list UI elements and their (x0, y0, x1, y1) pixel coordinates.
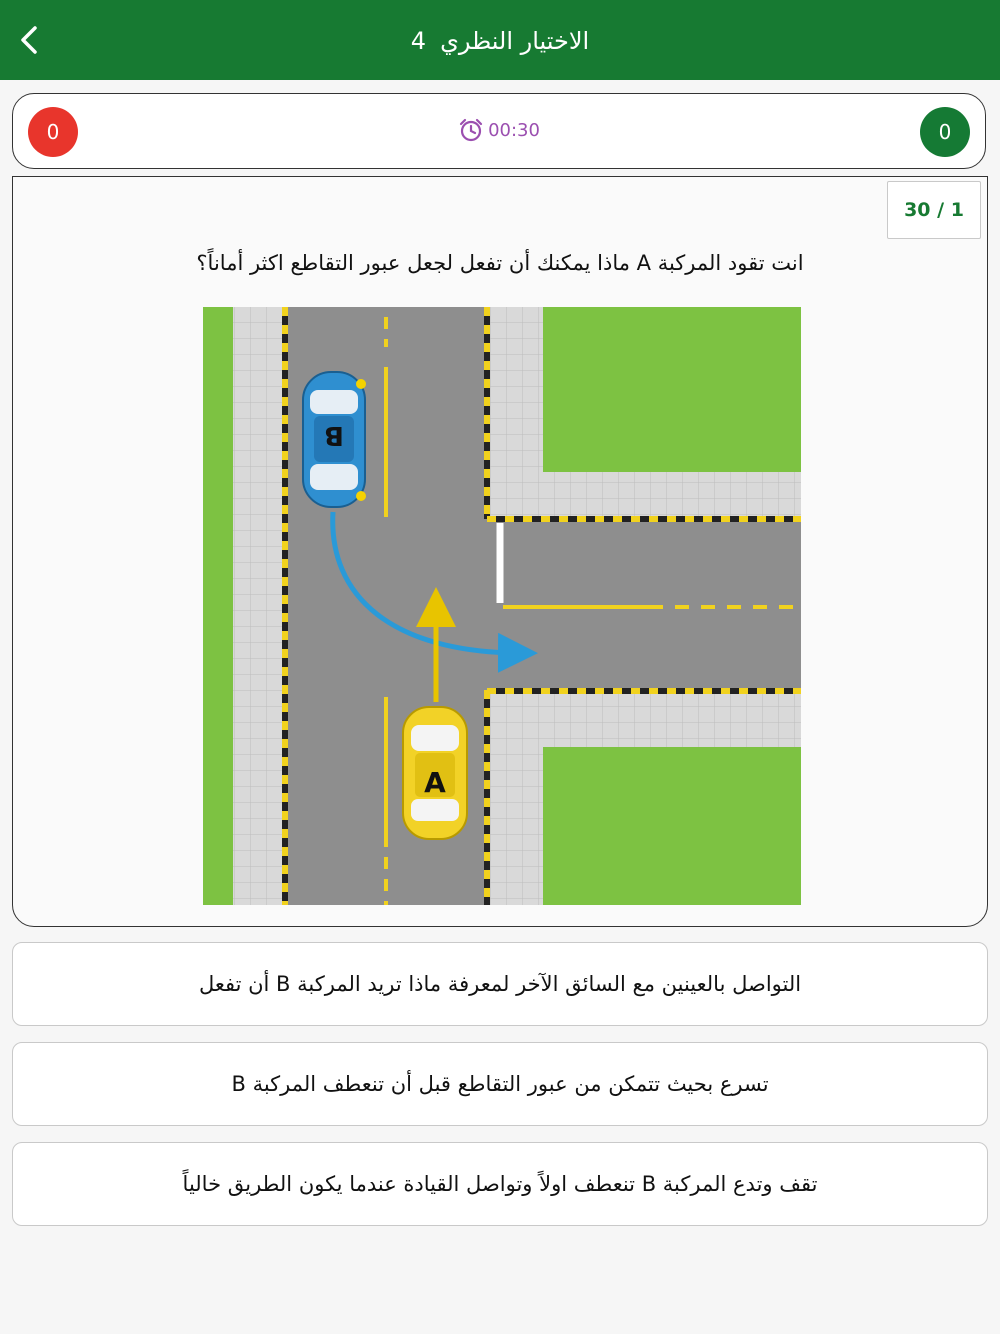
alarm-clock-icon (458, 117, 484, 143)
sidewalk-bottom (488, 692, 801, 747)
car-a-label: A (424, 766, 446, 799)
timer-text: 00:30 (488, 119, 540, 141)
question-card (12, 176, 988, 927)
car-b-label: B (324, 420, 344, 450)
correct-count-badge: 0 (920, 107, 970, 157)
back-button[interactable] (10, 18, 50, 62)
countdown-timer (13, 117, 985, 143)
question-counter: 30 / 1 (887, 181, 981, 239)
car-a (403, 707, 467, 839)
grass-top-right (543, 307, 801, 472)
intersection-illustration (203, 307, 801, 905)
answer-option-1[interactable]: التواصل بالعينين مع السائق الآخر لمعرفة ماذا تريد المركبة B أن تفعل (12, 942, 988, 1026)
side-road (488, 517, 801, 692)
sidewalk-top (488, 472, 801, 517)
sidewalk-left (233, 307, 283, 905)
wrong-count-badge: 0 (28, 107, 78, 157)
answer-option-2[interactable]: تسرع بحيث تتمكن من عبور التقاطع قبل أن تنعطف المركبة B (12, 1042, 988, 1126)
answer-option-3[interactable]: تقف وتدع المركبة B تنعطف اولاً وتواصل القيادة عندما يكون الطريق خالياً (12, 1142, 988, 1226)
title-number: 4 (410, 27, 427, 55)
car-b (303, 372, 366, 507)
question-text: انت تقود المركبة A ماذا يمكنك أن تفعل لجعل عبور التقاطع اكثر أماناً؟ (196, 251, 804, 275)
grass-left (203, 307, 233, 905)
title-text: الاختيار النظري (440, 27, 590, 55)
chevron-left-icon (17, 25, 43, 55)
grass-bottom-right (543, 747, 801, 905)
score-bar (12, 93, 986, 169)
header-bar (0, 0, 1000, 80)
page-title (200, 24, 800, 58)
